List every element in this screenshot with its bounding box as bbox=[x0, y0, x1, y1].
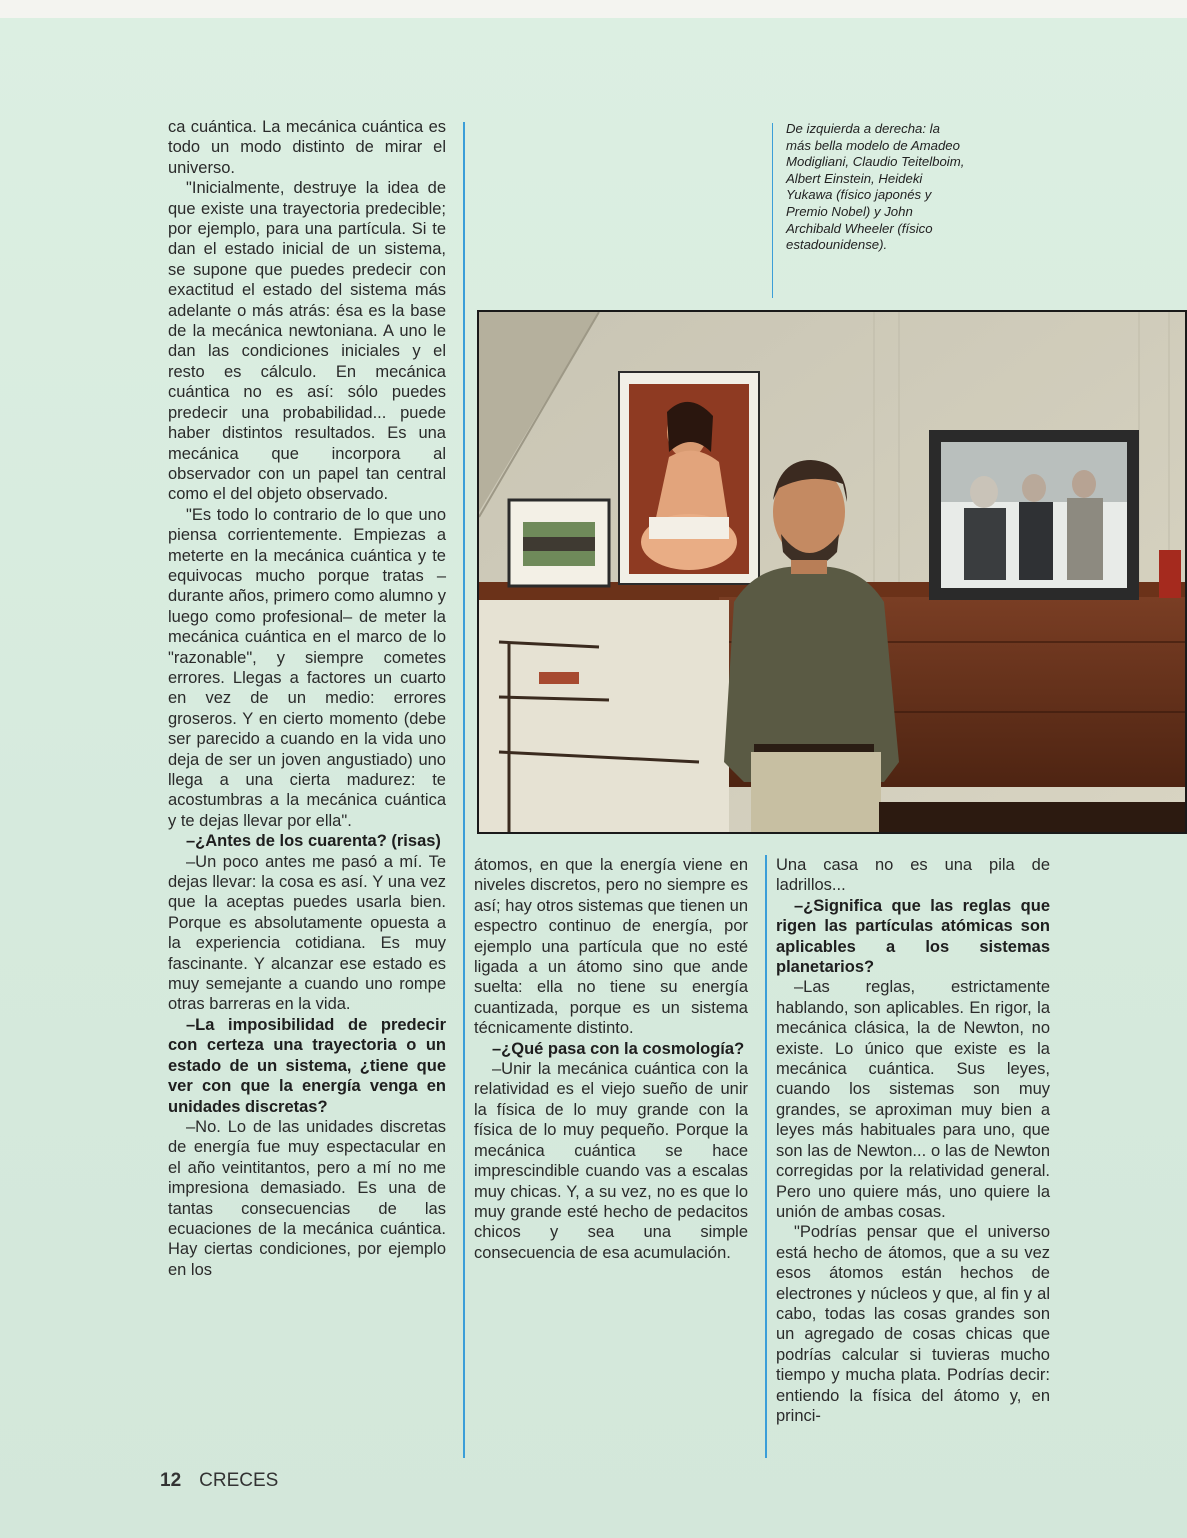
column-rule-left bbox=[463, 122, 465, 1458]
text-column-2 bbox=[474, 855, 748, 1263]
body-paragraph: –Las reglas, estrictamente hablando, son aplicables. En rigor, la mecánica clásica, la de Newton, no existe. Lo único que existe es la mecánica cuántica. Sus leyes, cuando los sistemas son muy grandes, se aproximan muy bien a leyes más habituales para uno, que son las de Newton... o las de Newton corregidas por la relatividad general. Pero uno quiere más, uno quiere la unión de ambas cosas. bbox=[776, 978, 1050, 1221]
page-number: 12 bbox=[160, 1470, 182, 1491]
body-paragraph: "Podrías pensar que el universo está hecho de átomos, que a su vez esos átomos están hechos de electrones y núcleos y que, al fin y al cabo, todas las cosas grandes son un agregado de cosas chicas que podrías calcular si tuvieras mucho tiempo y mucha plata. Podrías decir: entiendo la física del átomo y, en princi- bbox=[776, 1223, 1050, 1425]
body-paragraph: átomos, en que la energía viene en niveles discretos, pero no siempre es así; hay otros sistemas que tienen un espectro continuo de energía, por ejemplo una partícula que no esté ligada a un átomo sino que ande suelta: ella no tiene su energía cuantizada, porque es un sistema técnicamente distinto. bbox=[474, 856, 748, 1038]
body-paragraph: –Un poco antes me pasó a mí. Te dejas llevar: la cosa es así. Y una vez que la aceptas puedes usarla bien. Porque es absolutamente opuesta a la experiencia cotidiana. Es muy fascinante. Y alcanzar ese estado es muy semejante a cuando uno rompe otras barreras en la vida. bbox=[168, 852, 446, 1014]
column-rule-right bbox=[765, 855, 767, 1458]
page-footer bbox=[160, 1470, 278, 1492]
caption-rule bbox=[772, 123, 773, 298]
text-column-1 bbox=[168, 117, 446, 1280]
body-paragraph: –Unir la mecánica cuántica con la relatividad es el viejo sueño de unir la física de lo muy grande con la física de lo muy pequeño. Porque la mecánica cuántica se hace imprescindible cuando vas a escalas muy chicas. Y, a su vez, no es que lo muy grande esté hecho de pedacitos chicos y sea una simple consecuencia de esa acumulación. bbox=[474, 1060, 748, 1262]
body-paragraph: "Inicialmente, destruye la idea de que existe una trayectoria predecible; por ejemplo, para una partícula. Si te dan el estado inicial de un sistema, se supone que puedes predecir con exactitud el estado del sistema más adelante o más atrás: ésa es la base de la mecánica newtoniana. A uno le dan las condiciones iniciales y el resto es cálculo. En mecánica cuántica no es así: sólo puedes predecir una probabilidad... puede haber distintos resultados. Es una mecánica que incorpora al observador con un papel tan central como el del objeto observado. bbox=[168, 179, 446, 504]
interview-question: –¿Significa que las reglas que rigen las partículas atómicas son aplicables a los sistemas planetarios? bbox=[776, 896, 1050, 977]
interview-question: –¿Antes de los cuarenta? (risas) bbox=[186, 832, 441, 851]
interview-question: –¿Qué pasa con la cosmología? bbox=[492, 1039, 745, 1058]
body-paragraph: Una casa no es una pila de ladrillos... bbox=[776, 856, 1050, 895]
interview-question: –La imposibilidad de predecir con certeza una trayectoria o un estado de un sistema, ¿tiene que ver con que la energía venga en unidades discretas? bbox=[168, 1015, 446, 1116]
photo-caption: De izquierda a derecha: la más bella modelo de Amadeo Modigliani, Claudio Teitelboim, Albert Einstein, Heideki Yukawa (físico japonés y Premio Nobel) y John Archibald Wheeler (físico estadounidense). bbox=[786, 121, 965, 253]
body-paragraph: "Es todo lo contrario de lo que uno piensa corrientemente. Empiezas a meterte en la mecánica cuántica y te equivocas mucho porque tratas –durante años, primero como alumno y luego como profesional– de meter la mecánica cuántica en el marco de lo "razonable", y siempre cometes errores. Llegas a factores un cuarto en vez de un medio: errores groseros. Y en cierto momento (debe ser parecido a cuando en la vida uno deja de ser un joven angustiado) uno llega a una cierta madurez: te acostumbras a la mecánica cuántica y te dejas llevar por ella". bbox=[168, 505, 446, 830]
scan-edge bbox=[0, 0, 1187, 18]
magazine-name: CRECES bbox=[199, 1470, 279, 1491]
photo-office-portrait bbox=[477, 310, 1187, 834]
body-paragraph: ca cuántica. La mecánica cuántica es todo un modo distinto de mirar el universo. bbox=[168, 118, 446, 177]
body-paragraph: –No. Lo de las unidades discretas de energía fue muy espectacular en el año veintitantos, pero a mí no me impresiona demasiado. Es una de tantas consecuencias de las ecuaciones de la mecánica cuántica. Hay ciertas condiciones, por ejemplo en los bbox=[168, 1117, 446, 1279]
text-column-3 bbox=[776, 855, 1050, 1426]
